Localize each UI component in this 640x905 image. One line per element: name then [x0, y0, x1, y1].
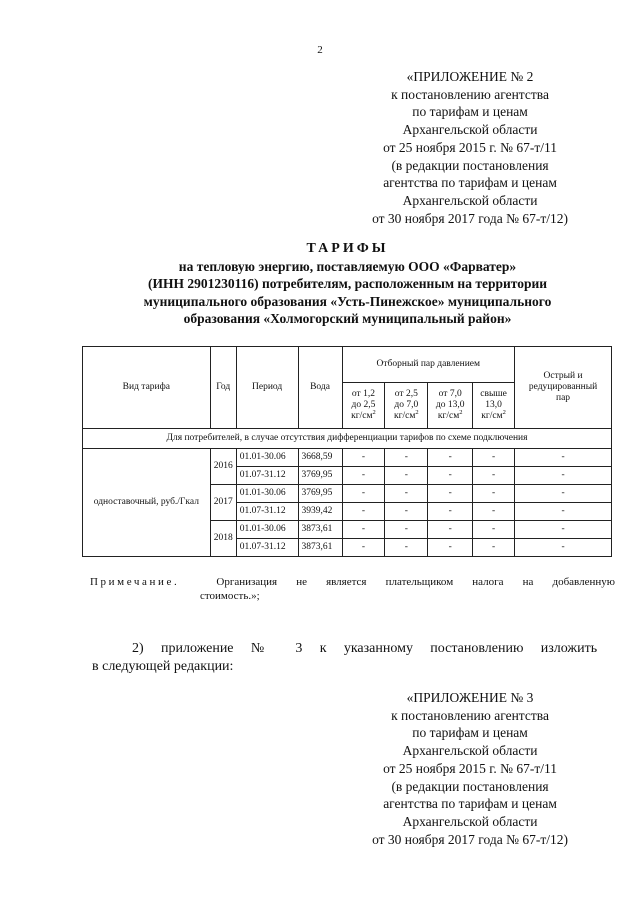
steam-cell: - [342, 485, 385, 503]
annex-header-3 [372, 689, 568, 848]
year-cell: 2017 [210, 485, 236, 521]
steam-unit-sup: 2 [459, 408, 463, 416]
sharp-cell: - [515, 449, 612, 467]
annex-line: Архангельской области [402, 813, 538, 829]
period-cell: 01.07-31.12 [236, 539, 298, 557]
annex-line: агентства по тарифам и ценам [383, 796, 557, 812]
header-steam-col-1 [342, 383, 385, 429]
sharp-cell: - [515, 503, 612, 521]
steam-unit-sup: 2 [502, 408, 506, 416]
sharp-cell: - [515, 467, 612, 485]
header-steam-col-3 [428, 383, 473, 429]
document-title [80, 240, 615, 328]
steam-unit-sup: 2 [372, 408, 376, 416]
note-line [90, 575, 615, 589]
steam-cell: - [428, 449, 473, 467]
water-cell: 3668,59 [298, 449, 342, 467]
steam-unit [431, 408, 469, 422]
steam-range-to: до 13,0 [435, 400, 465, 410]
header-year: Год [210, 347, 236, 429]
page-number: 2 [317, 44, 323, 56]
steam-range-from: от 2,5 [394, 389, 418, 399]
annex-line: Архангельской области [402, 743, 538, 759]
paragraph-word: 2) [132, 641, 144, 656]
water-cell: 3769,95 [298, 467, 342, 485]
note-word: налога [472, 576, 504, 588]
paragraph-word: приложение [161, 641, 234, 656]
paragraph-word: указанному [343, 641, 413, 656]
header-tariff-type: Вид тарифа [83, 347, 211, 429]
note-word: является [326, 576, 367, 588]
annex-line: от 30 ноября 2017 года № 67-т/12) [372, 831, 568, 847]
period-cell: 01.07-31.12 [236, 467, 298, 485]
water-cell: 3873,61 [298, 521, 342, 539]
header-sharp-line: редуцированный [528, 382, 598, 392]
annex-line: от 25 ноября 2015 г. № 67-т/11 [383, 760, 557, 776]
steam-cell: - [385, 467, 428, 485]
year-cell: 2018 [210, 521, 236, 557]
paragraph-word: № [250, 641, 279, 656]
note-word: добавленную [552, 576, 615, 588]
water-cell: 3939,42 [298, 503, 342, 521]
steam-cell: - [385, 485, 428, 503]
year-cell: 2016 [210, 449, 236, 485]
steam-cell: - [428, 521, 473, 539]
steam-cell: - [385, 539, 428, 557]
steam-cell: - [342, 449, 385, 467]
steam-range-from: свыше [480, 389, 507, 399]
note-word: плательщиком [385, 576, 454, 588]
steam-cell: - [428, 467, 473, 485]
period-cell: 01.01-30.06 [236, 521, 298, 539]
steam-unit [476, 408, 511, 422]
annex-line: «ПРИЛОЖЕНИЕ № 2 [406, 69, 534, 84]
header-steam-group: Отборный пар давлением [342, 347, 515, 383]
sharp-cell: - [515, 539, 612, 557]
sharp-cell: - [515, 521, 612, 539]
annex-line: по тарифам и ценам [412, 725, 528, 741]
title-line: (ИНН 2901230116) потребителям, расположенным на территории [147, 276, 548, 291]
note-word: Организация [216, 576, 278, 588]
header-sharp-line: Острый и [543, 371, 583, 381]
steam-range-to: до 2,5 [351, 400, 376, 410]
water-cell: 3769,95 [298, 485, 342, 503]
steam-cell: - [385, 449, 428, 467]
steam-cell: - [342, 503, 385, 521]
steam-range-to: до 7,0 [394, 400, 419, 410]
annex-header-2 [372, 68, 568, 227]
annex-line: по тарифам и ценам [412, 104, 528, 120]
paragraph-word: к [319, 641, 327, 656]
steam-unit-text: кг/см [351, 411, 373, 421]
steam-cell: - [473, 449, 515, 467]
steam-cell: - [473, 539, 515, 557]
steam-unit [346, 408, 382, 422]
tariff-label: одноставочный, руб./Гкал [83, 449, 211, 557]
header-water: Вода [298, 347, 342, 429]
note [90, 575, 615, 603]
steam-range-from: от 7,0 [438, 389, 462, 399]
title-line: образования «Холмогорский муниципальный район» [183, 311, 512, 326]
annex-line: к постановлению агентства [391, 707, 549, 723]
annex-line: Архангельской области [402, 192, 538, 208]
note-word: не [296, 576, 307, 588]
steam-unit [388, 408, 424, 422]
paragraph-line [92, 640, 597, 658]
steam-cell: - [428, 503, 473, 521]
steam-cell: - [473, 503, 515, 521]
steam-cell: - [342, 521, 385, 539]
paragraph-word: постановлению [430, 641, 524, 656]
header-steam-col-4 [473, 383, 515, 429]
header-steam-col-2 [385, 383, 428, 429]
paragraph-word: изложить [540, 641, 598, 656]
steam-cell: - [342, 539, 385, 557]
annex-line: (в редакции постановления [391, 157, 549, 173]
steam-unit-text: кг/см [437, 411, 460, 421]
annex-line: от 30 ноября 2017 года № 67-т/12) [372, 210, 568, 226]
paragraph-word: 3 [295, 641, 303, 656]
sharp-cell: - [515, 485, 612, 503]
header-sharp-line: пар [556, 393, 571, 403]
title-line: на тепловую энергию, поставляемую ООО «Фарватер» [178, 258, 517, 274]
title-main: ТАРИФЫ [306, 241, 389, 256]
steam-unit-sup: 2 [415, 408, 419, 416]
annex-line: Архангельской области [402, 122, 538, 138]
note-word: на [522, 576, 534, 588]
annex-line: «ПРИЛОЖЕНИЕ № 3 [406, 690, 534, 705]
steam-cell: - [385, 521, 428, 539]
table-row [83, 449, 612, 467]
steam-cell: - [342, 467, 385, 485]
period-cell: 01.01-30.06 [236, 449, 298, 467]
header-sharp-steam [515, 347, 612, 429]
steam-range-to: 13,0 [485, 400, 502, 410]
title-line: муниципального образования «Усть-Пинежское» муниципального [143, 293, 552, 309]
steam-cell: - [385, 503, 428, 521]
steam-cell: - [428, 485, 473, 503]
annex-line: (в редакции постановления [391, 778, 549, 794]
period-cell: 01.01-30.06 [236, 485, 298, 503]
steam-unit-text: кг/см [393, 411, 416, 421]
steam-range-from: от 1,2 [351, 389, 375, 399]
header-period: Период [236, 347, 298, 429]
period-cell: 01.07-31.12 [236, 503, 298, 521]
paragraph-line: в следующей редакции: [92, 659, 234, 674]
paragraph-item-2 [92, 640, 597, 676]
note-line: стоимость.»; [200, 590, 260, 602]
steam-cell: - [428, 539, 473, 557]
steam-cell: - [473, 521, 515, 539]
annex-line: от 25 ноября 2015 г. № 67-т/11 [383, 139, 557, 155]
steam-cell: - [473, 467, 515, 485]
steam-unit-text: кг/см [481, 411, 503, 421]
annex-line: агентства по тарифам и ценам [383, 175, 557, 191]
water-cell: 3873,61 [298, 539, 342, 557]
note-label: Примечание. [90, 576, 180, 588]
section-row: Для потребителей, в случае отсутствия дифференциации тарифов по схеме подключения [83, 429, 612, 449]
steam-cell: - [473, 485, 515, 503]
annex-line: к постановлению агентства [391, 86, 549, 102]
tariffs-table [82, 346, 612, 557]
